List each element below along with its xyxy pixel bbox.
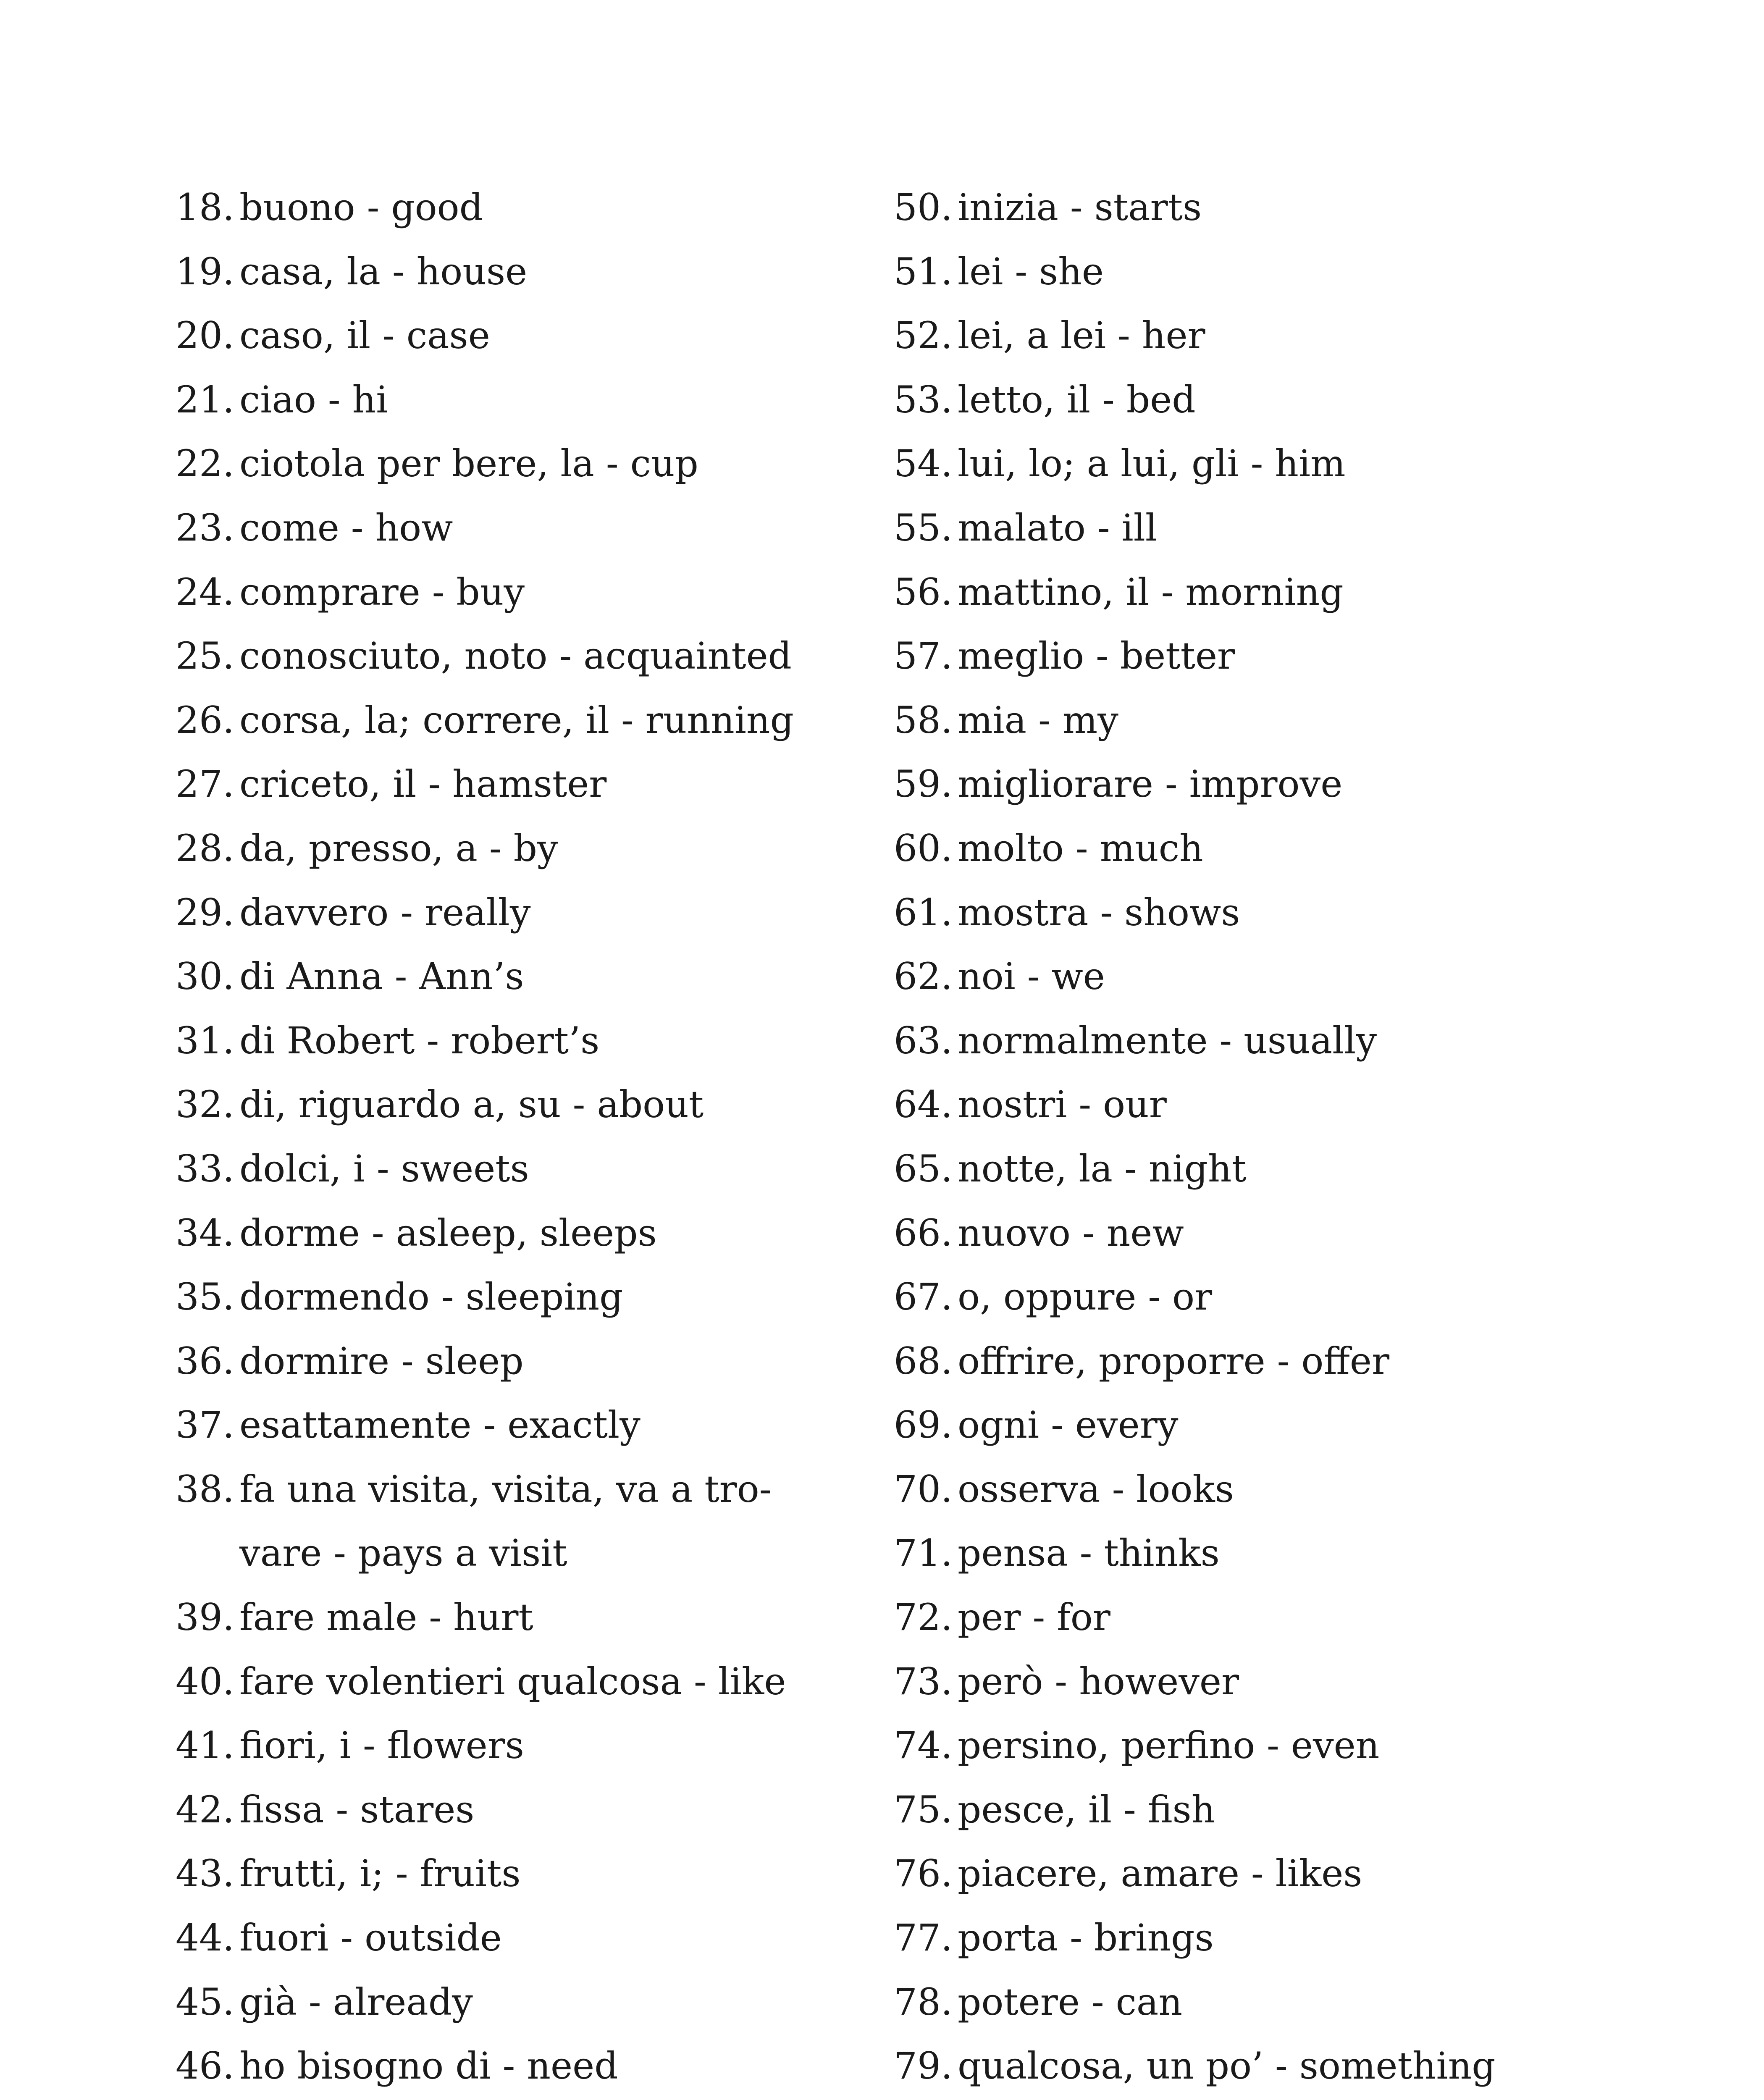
vocabulary-entry (894, 2098, 1591, 2100)
vocabulary-entry (176, 1842, 831, 1906)
vocabulary-entry (176, 496, 831, 560)
vocabulary-entry (176, 945, 831, 1009)
vocabulary-entry (894, 1009, 1591, 1073)
entry-number: 63. (894, 1018, 953, 1062)
entry-line: come - how (239, 506, 453, 549)
entry-number: 33. (176, 1147, 234, 1190)
entry-number: 71. (894, 1531, 953, 1575)
entry-text (958, 432, 1591, 496)
entry-text (958, 1714, 1591, 1778)
entry-text (239, 432, 831, 496)
entry-text (239, 1906, 831, 1970)
entry-number: 27. (176, 762, 234, 806)
entry-number: 29. (176, 890, 234, 934)
entry-line: però - however (958, 1659, 1239, 1703)
entry-line: esattamente - exactly (239, 1403, 640, 1447)
entry-text (239, 1778, 831, 1842)
vocabulary-entry (894, 2034, 1591, 2098)
entry-line: caso, il - case (239, 314, 490, 357)
entry-text (239, 1842, 831, 1906)
vocabulary-entry (176, 688, 831, 753)
entry-number: 79. (894, 2044, 953, 2088)
entry-number: 52. (894, 314, 953, 357)
entry-text (958, 1650, 1591, 1714)
vocabulary-entry (176, 1714, 831, 1778)
entry-number: 75. (894, 1788, 953, 1831)
entry-line: normalmente - usually (958, 1018, 1377, 1062)
vocabulary-entry (894, 1778, 1591, 1842)
vocabulary-entry (894, 1650, 1591, 1714)
entry-line: buono - good (239, 186, 483, 229)
entry-number: 31. (176, 1018, 234, 1062)
entry-number: 78. (894, 1980, 953, 2024)
entry-text (958, 1329, 1591, 1394)
entry-line: fissa - stares (239, 1788, 475, 1831)
entry-text (239, 1137, 831, 1201)
entry-number: 70. (894, 1467, 953, 1511)
entry-number: 77. (894, 1916, 953, 1960)
entry-number: 64. (894, 1083, 953, 1126)
entry-number: 19. (176, 249, 234, 293)
entry-line: comprare - buy (239, 570, 525, 614)
entry-text (239, 945, 831, 1009)
entry-line: migliorare - improve (958, 762, 1343, 806)
entry-number: 76. (894, 1852, 953, 1895)
entry-text (239, 1201, 831, 1265)
vocabulary-entry (176, 1265, 831, 1329)
entry-number: 41. (176, 1724, 234, 1767)
entry-number: 38. (176, 1467, 234, 1511)
vocabulary-entry (894, 1970, 1591, 2034)
entry-line: casa, la - house (239, 249, 528, 293)
entry-line: qualcosa, un po’ - something (958, 2044, 1496, 2088)
entry-text (239, 560, 831, 625)
vocabulary-entry (176, 624, 831, 688)
entry-text (958, 1778, 1591, 1842)
entry-line: fare male - hurt (239, 1596, 533, 1639)
entry-number: 20. (176, 314, 234, 357)
entry-line: nostri - our (958, 1083, 1167, 1126)
entry-number (176, 2098, 234, 2100)
entry-number: 55. (894, 506, 953, 549)
entry-text (239, 1650, 831, 1714)
entry-line: frutti, i; - fruits (239, 1852, 521, 1895)
entry-text (958, 2098, 1591, 2100)
vocabulary-entry (176, 368, 831, 432)
entry-line: di Anna - Ann’s (239, 955, 524, 998)
entry-number: 43. (176, 1852, 234, 1895)
vocabulary-entry (894, 752, 1591, 816)
entry-line: letto, il - bed (958, 378, 1196, 421)
entry-number: 42. (176, 1788, 234, 1831)
entry-number: 53. (894, 378, 953, 421)
entry-number: 44. (176, 1916, 234, 1960)
entry-text (239, 304, 831, 368)
vocabulary-entry (894, 1457, 1591, 1522)
entry-number: 35. (176, 1275, 234, 1319)
entry-number: 37. (176, 1403, 234, 1447)
entry-number: 21. (176, 378, 234, 421)
entry-number: 54. (894, 442, 953, 486)
entry-number: 56. (894, 570, 953, 614)
entry-text (239, 1586, 831, 1650)
entry-number: 39. (176, 1596, 234, 1639)
entry-line: ciao - hi (239, 378, 388, 421)
entry-number: 69. (894, 1403, 953, 1447)
entry-line: osserva - looks (958, 1467, 1234, 1511)
entry-number: 30. (176, 955, 234, 998)
entry-line: nuovo - new (958, 1211, 1184, 1255)
vocabulary-entry (894, 1201, 1591, 1265)
entry-line: per - for (958, 1596, 1110, 1639)
vocabulary-entry (176, 304, 831, 368)
entry-text (958, 368, 1591, 432)
vocabulary-entry (176, 1201, 831, 1265)
vocabulary-entry (894, 1521, 1591, 1586)
entry-text (958, 752, 1591, 816)
entry-line: pensa - thinks (958, 1531, 1220, 1575)
entry-line (239, 2098, 831, 2100)
vocabulary-entry (894, 624, 1591, 688)
entry-line: o, oppure - or (958, 1275, 1213, 1319)
entry-number: 74. (894, 1724, 953, 1767)
entry-line: lei, a lei - her (958, 314, 1205, 357)
vocabulary-entry (894, 560, 1591, 625)
vocabulary-entry (894, 1714, 1591, 1778)
entry-text (239, 752, 831, 816)
entry-number: 50. (894, 186, 953, 229)
entry-number: 60. (894, 826, 953, 870)
entry-number: 51. (894, 249, 953, 293)
entry-text (958, 945, 1591, 1009)
entry-line: vare - pays a visit (239, 1531, 567, 1575)
entry-text (239, 881, 831, 945)
entry-text (958, 1201, 1591, 1265)
entry-number: 26. (176, 698, 234, 742)
entry-text (958, 1009, 1591, 1073)
entry-text (958, 1970, 1591, 2034)
entry-number: 45. (176, 1980, 234, 2024)
entry-line: dormire - sleep (239, 1339, 524, 1383)
vocabulary-entry (894, 1586, 1591, 1650)
vocabulary-entry (894, 176, 1591, 240)
entry-text (958, 1906, 1591, 1970)
entry-number: 58. (894, 698, 953, 742)
entry-text (958, 1586, 1591, 1650)
entry-line: di Robert - robert’s (239, 1018, 600, 1062)
entry-number: 22. (176, 442, 234, 486)
entry-text (958, 496, 1591, 560)
vocabulary-entry (894, 1265, 1591, 1329)
entry-text (239, 1265, 831, 1329)
vocabulary-list-left (176, 176, 831, 2100)
entry-text (958, 1393, 1591, 1457)
vocabulary-entry (894, 432, 1591, 496)
entry-text (958, 816, 1591, 881)
entry-line: molto - much (958, 826, 1203, 870)
vocabulary-entry (176, 2034, 831, 2098)
entry-line: offrire, proporre - offer (958, 1339, 1390, 1383)
entry-number: 72. (894, 1596, 953, 1639)
entry-number: 23. (176, 506, 234, 549)
vocabulary-entry (176, 240, 831, 304)
entry-line: già - already (239, 1980, 473, 2024)
entry-line: conosciuto, noto - acquainted (239, 634, 792, 678)
entry-line: potere - can (958, 1980, 1183, 2024)
entry-line: mia - my (958, 698, 1118, 742)
entry-line: lei - she (958, 249, 1104, 293)
vocabulary-entry (894, 1393, 1591, 1457)
vocabulary-entry (176, 1073, 831, 1137)
entry-line: mostra - shows (958, 890, 1240, 934)
entry-text (958, 1457, 1591, 1522)
entry-line: meglio - better (958, 634, 1235, 678)
entry-line: corsa, la; correre, il - running (239, 698, 794, 742)
vocabulary-entry (176, 752, 831, 816)
vocabulary-entry (176, 432, 831, 496)
vocabulary-entry (176, 1009, 831, 1073)
vocabulary-entry (176, 2098, 831, 2100)
entry-line: notte, la - night (958, 1147, 1247, 1190)
entry-text (239, 1714, 831, 1778)
entry-line: dolci, i - sweets (239, 1147, 529, 1190)
vocabulary-entry (894, 881, 1591, 945)
entry-line (958, 2098, 1591, 2100)
vocabulary-entry (176, 560, 831, 625)
vocabulary-entry (894, 816, 1591, 881)
entry-line: lui, lo; a lui, gli - him (958, 442, 1346, 486)
entry-text (958, 624, 1591, 688)
entry-number: 67. (894, 1275, 953, 1319)
vocabulary-entry (894, 1842, 1591, 1906)
entry-number: 61. (894, 890, 953, 934)
entry-text (239, 816, 831, 881)
entry-number: 18. (176, 186, 234, 229)
entry-text (958, 240, 1591, 304)
entry-line: da, presso, a - by (239, 826, 558, 870)
entry-line: mattino, il - morning (958, 570, 1344, 614)
vocabulary-entry (176, 1906, 831, 1970)
entry-number: 25. (176, 634, 234, 678)
vocabulary-entry (176, 1970, 831, 2034)
entry-text (239, 1329, 831, 1394)
entry-text (958, 1842, 1591, 1906)
entry-number: 73. (894, 1659, 953, 1703)
entry-number: 68. (894, 1339, 953, 1383)
entry-line: ciotola per bere, la - cup (239, 442, 698, 486)
vocabulary-entry (176, 1393, 831, 1457)
entry-line: piacere, amare - likes (958, 1852, 1362, 1895)
entry-text (958, 1521, 1591, 1586)
entry-line: dorme - asleep, sleeps (239, 1211, 657, 1255)
entry-line: fiori, i - flowers (239, 1724, 524, 1767)
entry-number: 57. (894, 634, 953, 678)
entry-number: 65. (894, 1147, 953, 1190)
entry-line: pesce, il - fish (958, 1788, 1215, 1831)
entry-line: di, riguardo a, su - about (239, 1083, 704, 1126)
entry-text (958, 1137, 1591, 1201)
vocabulary-entry (894, 1137, 1591, 1201)
entry-number: 66. (894, 1211, 953, 1255)
vocabulary-entry (894, 496, 1591, 560)
entry-text (958, 176, 1591, 240)
entry-line: inizia - starts (958, 186, 1202, 229)
entry-text (239, 2034, 831, 2098)
vocabulary-entry (894, 688, 1591, 753)
entry-line: davvero - really (239, 890, 531, 934)
entry-text (958, 304, 1591, 368)
entry-text (958, 2034, 1591, 2098)
entry-text (239, 1970, 831, 2034)
entry-number: 40. (176, 1659, 234, 1703)
entry-number: 28. (176, 826, 234, 870)
vocabulary-entry (176, 881, 831, 945)
vocabulary-entry (894, 368, 1591, 432)
entry-text (958, 688, 1591, 753)
entry-number: 34. (176, 1211, 234, 1255)
vocabulary-entry (894, 1329, 1591, 1394)
vocabulary-entry (176, 1586, 831, 1650)
entry-text (239, 240, 831, 304)
entry-number: 62. (894, 955, 953, 998)
vocabulary-entry (176, 816, 831, 881)
entry-line: porta - brings (958, 1916, 1214, 1960)
entry-line: persino, perfino - even (958, 1724, 1380, 1767)
vocabulary-entry (176, 1457, 831, 1586)
entry-line: fuori - outside (239, 1916, 502, 1960)
entry-text (239, 1009, 831, 1073)
entry-text (239, 368, 831, 432)
entry-text (239, 624, 831, 688)
entry-text (239, 1457, 831, 1586)
entry-number: 24. (176, 570, 234, 614)
entry-number: 32. (176, 1083, 234, 1126)
entry-number (894, 2098, 953, 2100)
entry-text (239, 2098, 831, 2100)
entry-text (239, 496, 831, 560)
entry-line: fare volentieri qualcosa - like (239, 1659, 786, 1703)
entry-text (958, 881, 1591, 945)
entry-line: dormendo - sleeping (239, 1275, 623, 1319)
entry-text (958, 1073, 1591, 1137)
entry-text (958, 560, 1591, 625)
vocabulary-entry (894, 240, 1591, 304)
vocabulary-list-right (894, 176, 1591, 2100)
entry-number: 46. (176, 2044, 234, 2088)
entry-line: ho bisogno di - need (239, 2044, 618, 2088)
vocabulary-entry (894, 1073, 1591, 1137)
entry-text (239, 1393, 831, 1457)
entry-text (239, 688, 831, 753)
vocabulary-entry (176, 1137, 831, 1201)
entry-text (958, 1265, 1591, 1329)
vocabulary-entry (176, 1329, 831, 1394)
entry-line: criceto, il - hamster (239, 762, 607, 806)
entry-number: 59. (894, 762, 953, 806)
entry-text (239, 176, 831, 240)
vocabulary-entry (176, 1778, 831, 1842)
entry-line: fa una visita, visita, va a tro- (239, 1467, 772, 1511)
entry-line: noi - we (958, 955, 1105, 998)
vocabulary-entry (894, 945, 1591, 1009)
entry-line: malato - ill (958, 506, 1157, 549)
vocabulary-entry (894, 304, 1591, 368)
vocabulary-entry (176, 1650, 831, 1714)
vocabulary-entry (176, 176, 831, 240)
entry-text (239, 1073, 831, 1137)
entry-line: ogni - every (958, 1403, 1179, 1447)
entry-number: 36. (176, 1339, 234, 1383)
vocabulary-entry (894, 1906, 1591, 1970)
